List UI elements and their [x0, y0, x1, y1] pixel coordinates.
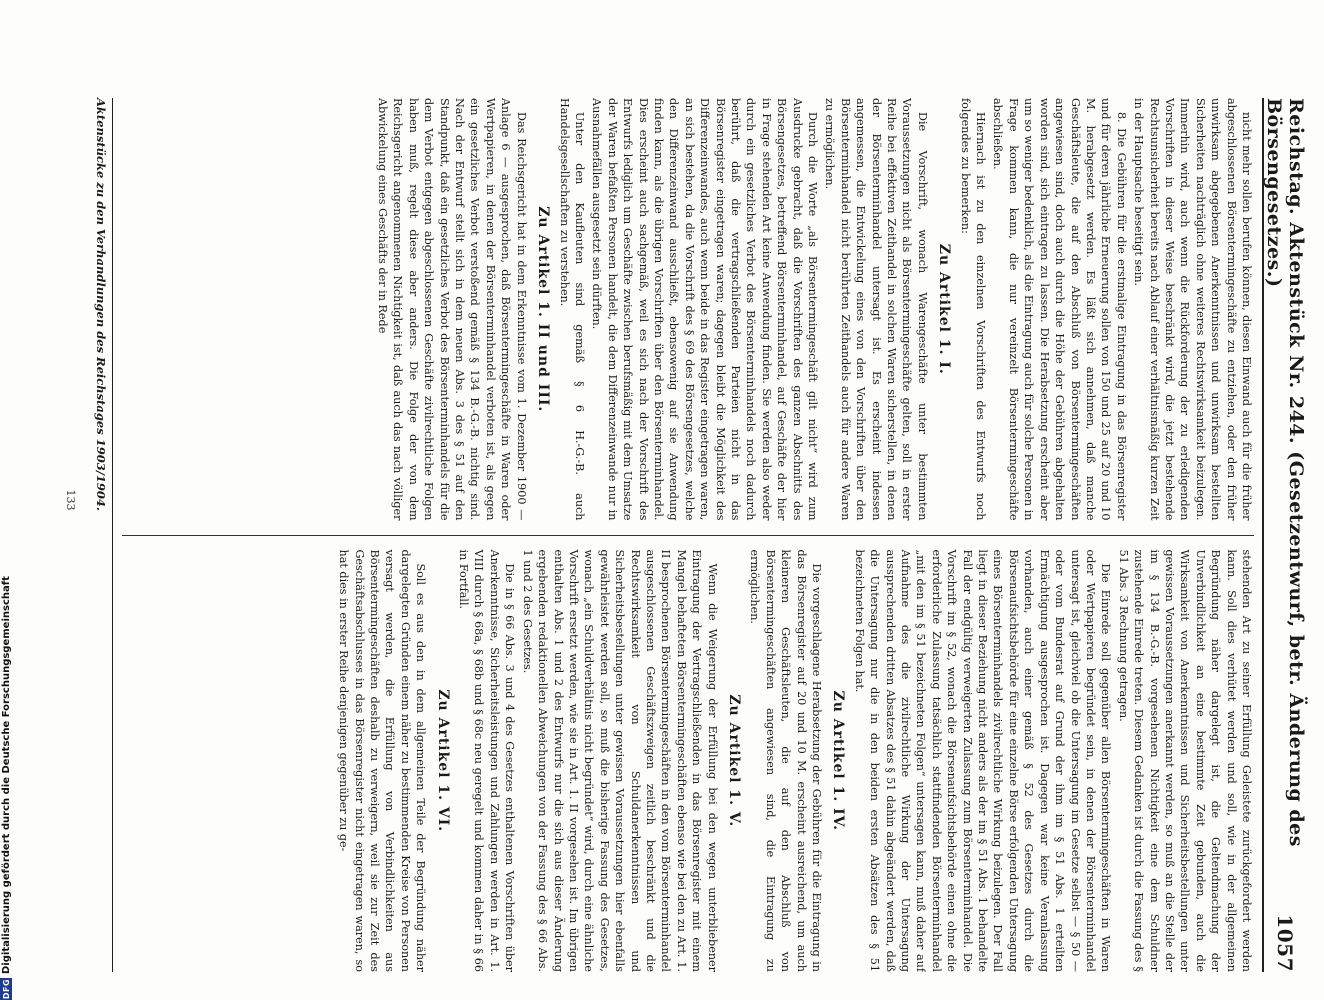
left-column [122, 98, 1254, 535]
page-footer [90, 98, 113, 972]
paragraph: 8. Die Gebühren für die erstmalige Eintragung in das Börsenregister und für deren jährliche Erneuerung sollen von 150 und 25 auf 20 und 10 M. herabgesetzt werden. Es läßt sich annehmen, daß manche Geschäftsleute, die auf den Abschluß von Börsentermingeschäften angewiesen sind, doch auch durch die Höhe der Gebühren abgehalten worden sind, sich eintragen zu lassen. Die Herabsetzung erscheint aber um so weniger bedenklich, als die Eintragung auch für solche Personen in Frage kommen kann, die nur vereinzelt Börsentermingeschäfte abschließen. [991, 98, 1128, 521]
paragraph: stehenden Art zu seiner Erfüllung Geleistete zurückgefordert werden kann. Soll dies verhütet werden und soll, wie in der allgemeinen Begründung näher dargelegt ist, die Geltendmachung der Unverbindlichkeit an eine bestimmte Zeit gebunden, auch die Wirksamkeit von Anerkenntnissen und Sicherheitsbestellungen unter gewissen Voraussetzungen anerkannt werden, so muß an die Stelle der im § 134 B.-G.-B. vorgesehenen Nichtigkeit eine dem Schuldner zustehende Einrede treten. Diesem Gedanken ist durch die Fassung des § 51 Abs. 3 Rechnung getragen. [1116, 549, 1253, 972]
footer-text: Aktenstücke zu den Verhandlungen des Reichstages 1903/1904. [94, 98, 108, 511]
paragraph: Durch die Worte „als Börsentermingeschäft gilt nicht“ wird zum Ausdrucke gebracht, daß die Vorschriften des ganzen Abschnitts des Börsengesetzes, betreffend Börsenterminhandel, auf Geschäfte der hier in Frage stehenden Art keine Anwendung finden. Sie werden also weder durch ein gesetzliches Verbot des Börsenterminhandels noch dadurch berührt, daß die vertragschließenden Parteien nicht in das Börsenregister eingetragen waren; dagegen bleibt die Möglichkeit des Differenzeinwandes, auch wenn beide in das Register eingetragen waren, an sich bestehen, da die Vorschrift des § 69 des Börsengesetzes, welche den Differenzeinwand ausschließt, ebensowenig auf sie Anwendung finden kann, als die übrigen Vorschriften über den Börsenterminhandel. Dies erscheint auch sachgemäß, weil es sich nach der Vorschrift des Entwurfs lediglich um Geschäfte zwischen berufsmäßig mit dem Umsatze der Waren befaßten Personen handelt, die dem Differenzeinwande nur in Ausnahmefällen ausgesetzt sein dürften. [590, 98, 820, 521]
page-header [1262, 98, 1306, 972]
section-heading: Zu Artikel 1. II und III. [535, 206, 552, 413]
paragraph: Soll es aus den in dem allgemeinen Teile der Begründung näher dargelegten Gründen einem näher zu bestimmenden Kreise von Personen versagt werden, die Erfüllung von Verbindlichkeiten aus Börsentermingeschäften deshalb zu verweigern, weil sie zur Zeit des Geschäftsabschlusses in das Börsenregister nicht eingetragen waren, so hat dies in erster Reihe denjenigen gegenüber zu ge- [337, 549, 428, 972]
paragraph: Die in § 66 Abs. 3 und 4 des Gesetzes enthaltenen Vorschriften über Anerkenntnisse, Sicherheitsleistungen und Zahlungen werden in Art. 1. VIII durch § 68a, § 68b und § 68c neu geregelt und kommen daher in § 66 in Fortfall. [457, 549, 517, 972]
section-heading: Zu Artikel 1. V. [726, 694, 742, 828]
running-title: Reichstag. Aktenstück Nr. 244. (Gesetzentwurf, betr. Änderung des Börsengesetzes.) [1263, 98, 1307, 847]
digitization-credit [0, 576, 12, 1000]
section-heading: Zu Artikel 1. VI. [434, 689, 451, 833]
page-content [26, 28, 1306, 972]
dfg-logo-icon: DFG [1, 978, 11, 1000]
section-heading: Zu Artikel 1. I. [936, 243, 953, 375]
sheet-number: 133 [64, 489, 77, 511]
paragraph: Die Vorschrift, wonach Warengeschäfte unter bestimmten Voraussetzungen nicht als Börsentermingeschäfte gelten, soll in erster Reihe bei effektiven Zeithandel in solchen Waren sicherstellen, in denen der Börsenterminhandel untersagt ist. Es erscheint indessen angemessen, die Entwickelung eines von den Vorschriften über den Börsenterminhandel nicht berührten Zeithandels auch für andere Waren zu ermöglichen. [823, 98, 929, 521]
paragraph: Die Einrede soll gegenüber allen Börsentermingeschäften in Waren oder Wertpapieren begründet sein, in denen der Börsenterminhandel untersagt ist, gleichviel ob die Untersagung im Gesetze selbst — § 50 — oder vom Bundesrat auf Grund der ihm im § 51 Abs. 1 erteilten Ermächtigung ausgesprochen ist. Dagegen war keine Veranlassung vorhanden, auch einer gemäß § 52 des Gesetzes durch die Börsenaufsichtsbehörde für eine einzelne Börse erfolgenden Untersagung eines Börsenterminhandels zivilrechtliche Wirkung beizulegen. Der Fall liegt in dieser Beziehung nicht anders als der im § 51 Abs. 1 behandelte Fall der endgültig verweigerten Zulassung zum Börsenterminhandel. Die Vorschrift im § 52, wonach die Börsenaufsichtsbehörde einen ohne die erforderliche Zulassung tatsächlich stattfindenden Börsenterminhandel „mit den im § 51 bezeichneten Folgen“ untersagen kann, muß daher auf Aufnahme des die zivilrechtliche Wirkung der Untersagung aussprechenden dritten Absatzes des § 51 dahin abgeändert werden, daß die Untersagung nur die in den beiden ersten Absätzen des § 51 bezeichneten Folgen hat. [852, 549, 1113, 972]
paragraph: Unter den Kaufleuten sind gemäß § 6 H.-G.-B. auch Handelsgesellschaften zu verstehen. [557, 98, 586, 521]
right-column [122, 536, 1254, 973]
page-number: 1057 [1273, 914, 1297, 972]
paragraph: Die vorgeschlagene Herabsetzung der Gebühren für die Eintragung in das Börsenregister auf 20 und 10 M. erscheint ausreichend, um auch kleineren Geschäftsleuten, die auf den Abschluß von Börsentermingeschäften angewiesen sind, die Eintragung zu ermöglichen. [748, 549, 824, 972]
paragraph: nicht mehr sollen berufen können, diesen Einwand auch für die früher abgeschlossenen Börsentermingeschäfte zu entziehen, oder den früher unwirksam abgegebenen Anerkenntnissen und unwirksam bestellten Sicherheiten nachträglich ohne weiteres Rechtswirksamkeit beizulegen. Immerhin wird, auch wenn die Rückforderung der zu erledigenden Vorschriften in dieser Weise beschränkt wird, die jetzt bestehende Rechtsunsicherheit bereits nach Ablauf einer verhältnismäßig kurzen Zeit in der Hauptsache beseitigt sein. [1132, 98, 1253, 521]
paragraph: Wenn die Weigerung der Erfüllung bei den wegen unterbliebener Eintragung der Vertragschließenden in das Börsenregister mit einem Mangel behafteten Börsentermingeschäften ebenso wie bei den zu Art. 1. II besprochenen Börsentermingeschäften in den vom Börsenterminhandel ausgeschlossenen Geschäftszweigen zeitlich beschränkt und die Rechtswirksamkeit von Schuldanerkenntnissen und Sicherheitsbestellungen unter gewissen Voraussetzungen hier ebenfalls gewährleistet werden soll, so muß die bisherige Fassung des Gesetzes, wonach „ein Schuldverhältnis nicht begründet“ wird, durch eine ähnliche Vorschrift ersetzt werden, wie sie in Art. 1. II vorgesehen ist. Im übrigen enthalten Abs. 1 und 2 des Entwurfs nur die sich aus dieser Änderung ergebenden redaktionellen Abweichungen von der Fassung des § 66 Abs. 1 und 2 des Gesetzes. [520, 549, 719, 972]
paragraph: Hiernach ist zu den einzelnen Vorschriften des Entwurfs noch folgendes zu bemerken: [958, 98, 988, 521]
section-heading: Zu Artikel 1. IV. [830, 690, 847, 831]
text-columns [122, 98, 1254, 972]
paragraph: Das Reichsgericht hat in dem Erkenntnisse vom 1. Dezember 1900 — Anlage 6 — ausgesprochen, daß Börsentermingeschäfte in Waren oder Wertpapieren, in denen der Börsenterminhandel verboten ist, als gegen ein gesetzliches Verbot verstoßend gemäß § 134 B.-G.-B. nichtig sind. Nach der Entwurf stellt sich in dem neuen Abs. 3 des § 51 auf den Standpunkt, daß ein gesetzliches Verbot des Börsenterminhandels für die dem Verbot entgegen abgeschlossenen Geschäfte zivilrechtliche Folgen haben muß, regelt diese aber anders. Die Folge der von dem Reichsgericht angenommenen Nichtigkeit ist, daß auch das nach völliger Abwickelung eines Geschäfts der in Rede [376, 98, 528, 521]
credit-text: Digitalisierung gefördert durch die Deutsche Forschungsgemeinschaft [0, 576, 12, 974]
